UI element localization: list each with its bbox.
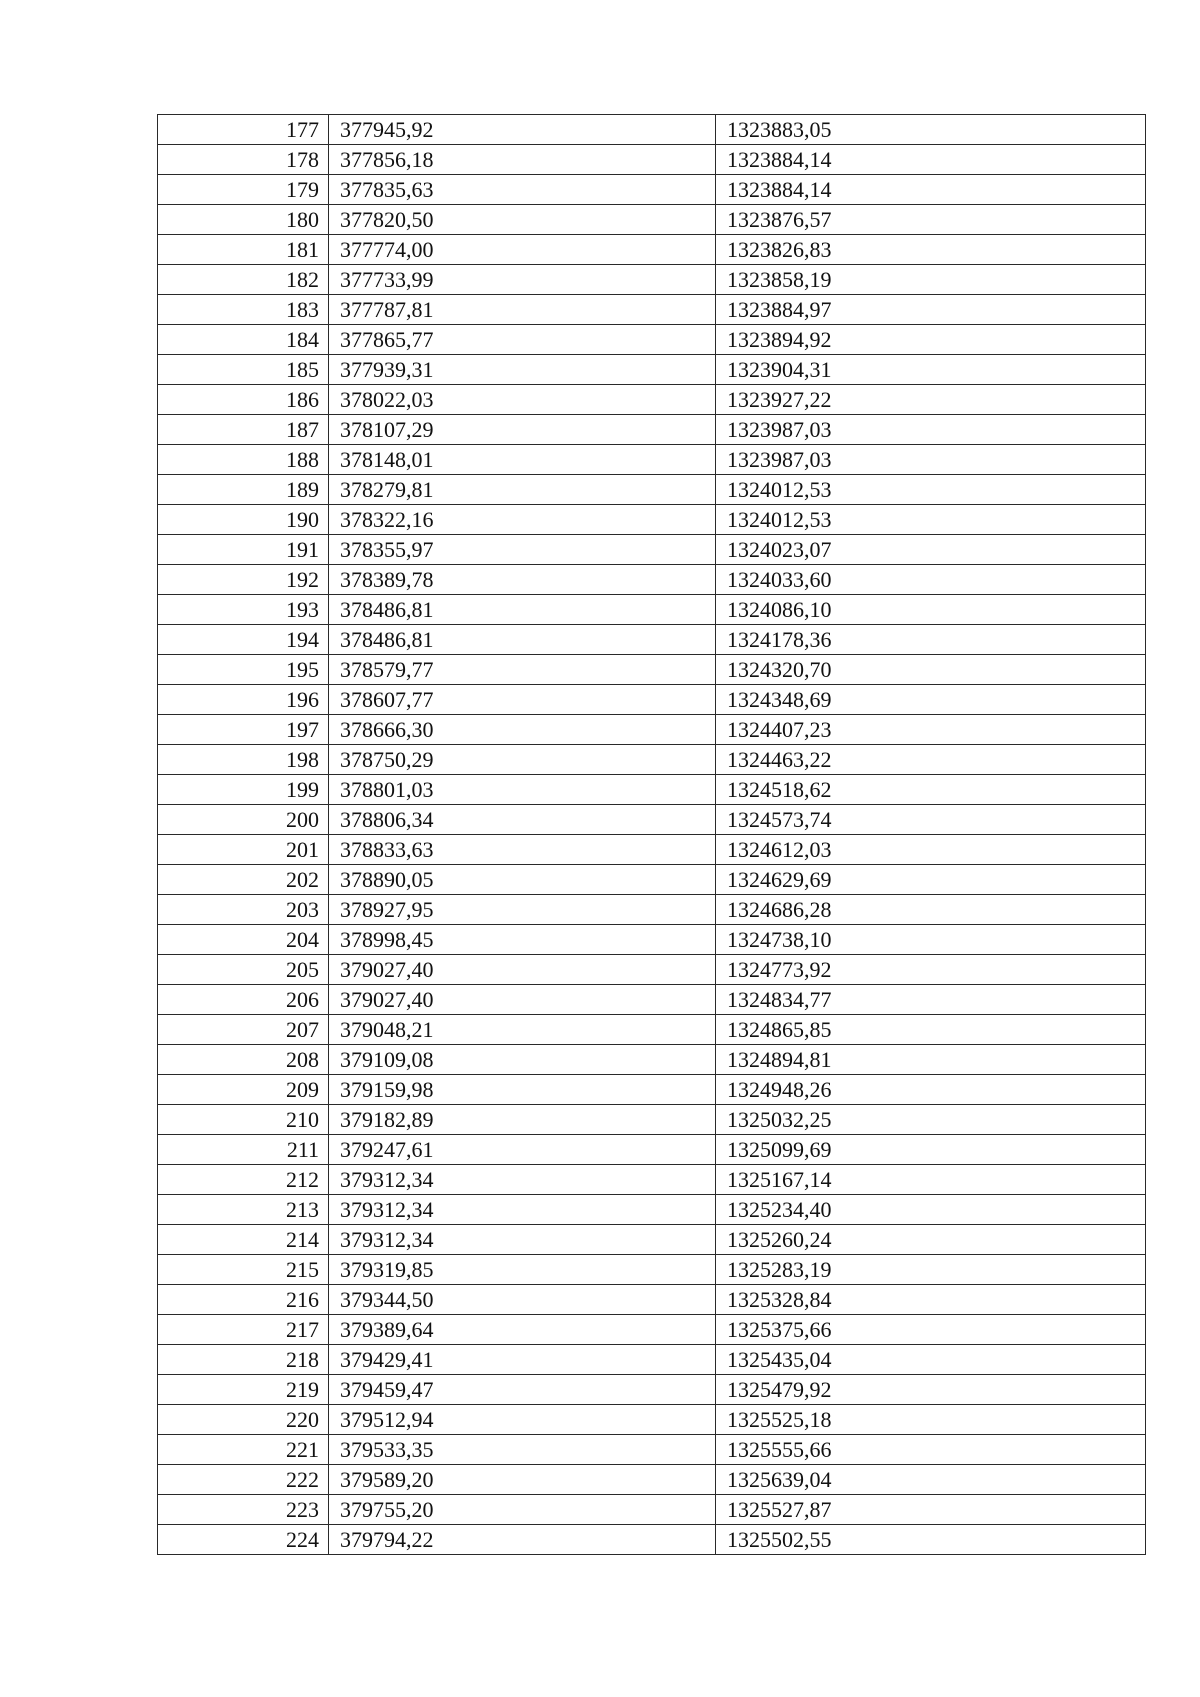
- point-number-cell: 194: [158, 625, 329, 655]
- x-coordinate-cell: 378279,81: [329, 475, 716, 505]
- y-coordinate-cell: 1324407,23: [716, 715, 1146, 745]
- table-row: [158, 205, 1146, 235]
- point-number-cell: 193: [158, 595, 329, 625]
- x-coordinate-cell: 378750,29: [329, 745, 716, 775]
- y-coordinate-cell: 1323858,19: [716, 265, 1146, 295]
- point-number-cell: 213: [158, 1195, 329, 1225]
- point-number-cell: 197: [158, 715, 329, 745]
- y-coordinate-cell: 1324686,28: [716, 895, 1146, 925]
- point-number-cell: 219: [158, 1375, 329, 1405]
- point-number-cell: 182: [158, 265, 329, 295]
- x-coordinate-cell: 378607,77: [329, 685, 716, 715]
- x-coordinate-cell: 378998,45: [329, 925, 716, 955]
- y-coordinate-cell: 1325435,04: [716, 1345, 1146, 1375]
- table-row: [158, 295, 1146, 325]
- x-coordinate-cell: 379027,40: [329, 955, 716, 985]
- x-coordinate-cell: 377945,92: [329, 115, 716, 145]
- point-number-cell: 210: [158, 1105, 329, 1135]
- point-number-cell: 178: [158, 145, 329, 175]
- x-coordinate-cell: 377865,77: [329, 325, 716, 355]
- x-coordinate-cell: 379512,94: [329, 1405, 716, 1435]
- table-row: [158, 1135, 1146, 1165]
- point-number-cell: 206: [158, 985, 329, 1015]
- table-row: [158, 895, 1146, 925]
- x-coordinate-cell: 379589,20: [329, 1465, 716, 1495]
- table-row: [158, 535, 1146, 565]
- point-number-cell: 198: [158, 745, 329, 775]
- point-number-cell: 183: [158, 295, 329, 325]
- y-coordinate-cell: 1324738,10: [716, 925, 1146, 955]
- table-row: [158, 775, 1146, 805]
- x-coordinate-cell: 379319,85: [329, 1255, 716, 1285]
- coordinates-table-body: [158, 115, 1146, 1555]
- y-coordinate-cell: 1325099,69: [716, 1135, 1146, 1165]
- point-number-cell: 221: [158, 1435, 329, 1465]
- table-row: [158, 625, 1146, 655]
- y-coordinate-cell: 1323826,83: [716, 235, 1146, 265]
- x-coordinate-cell: 378322,16: [329, 505, 716, 535]
- table-row: [158, 1495, 1146, 1525]
- table-row: [158, 475, 1146, 505]
- y-coordinate-cell: 1325375,66: [716, 1315, 1146, 1345]
- table-row: [158, 1525, 1146, 1555]
- x-coordinate-cell: 378833,63: [329, 835, 716, 865]
- x-coordinate-cell: 379048,21: [329, 1015, 716, 1045]
- x-coordinate-cell: 378389,78: [329, 565, 716, 595]
- point-number-cell: 177: [158, 115, 329, 145]
- table-row: [158, 115, 1146, 145]
- table-row: [158, 655, 1146, 685]
- x-coordinate-cell: 379429,41: [329, 1345, 716, 1375]
- point-number-cell: 185: [158, 355, 329, 385]
- y-coordinate-cell: 1325260,24: [716, 1225, 1146, 1255]
- x-coordinate-cell: 379182,89: [329, 1105, 716, 1135]
- table-row: [158, 1465, 1146, 1495]
- point-number-cell: 207: [158, 1015, 329, 1045]
- x-coordinate-cell: 377856,18: [329, 145, 716, 175]
- y-coordinate-cell: 1323894,92: [716, 325, 1146, 355]
- point-number-cell: 199: [158, 775, 329, 805]
- y-coordinate-cell: 1324773,92: [716, 955, 1146, 985]
- point-number-cell: 179: [158, 175, 329, 205]
- y-coordinate-cell: 1323884,14: [716, 175, 1146, 205]
- point-number-cell: 205: [158, 955, 329, 985]
- table-row: [158, 1405, 1146, 1435]
- y-coordinate-cell: 1323904,31: [716, 355, 1146, 385]
- y-coordinate-cell: 1323876,57: [716, 205, 1146, 235]
- table-row: [158, 955, 1146, 985]
- point-number-cell: 224: [158, 1525, 329, 1555]
- table-row: [158, 145, 1146, 175]
- x-coordinate-cell: 378022,03: [329, 385, 716, 415]
- point-number-cell: 209: [158, 1075, 329, 1105]
- x-coordinate-cell: 379459,47: [329, 1375, 716, 1405]
- table-row: [158, 415, 1146, 445]
- x-coordinate-cell: 379312,34: [329, 1195, 716, 1225]
- x-coordinate-cell: 378806,34: [329, 805, 716, 835]
- point-number-cell: 217: [158, 1315, 329, 1345]
- point-number-cell: 180: [158, 205, 329, 235]
- table-row: [158, 1225, 1146, 1255]
- table-row: [158, 1375, 1146, 1405]
- y-coordinate-cell: 1324834,77: [716, 985, 1146, 1015]
- x-coordinate-cell: 379312,34: [329, 1225, 716, 1255]
- y-coordinate-cell: 1324612,03: [716, 835, 1146, 865]
- x-coordinate-cell: 378890,05: [329, 865, 716, 895]
- table-row: [158, 265, 1146, 295]
- table-row: [158, 1075, 1146, 1105]
- x-coordinate-cell: 379755,20: [329, 1495, 716, 1525]
- y-coordinate-cell: 1324948,26: [716, 1075, 1146, 1105]
- y-coordinate-cell: 1325032,25: [716, 1105, 1146, 1135]
- table-row: [158, 1285, 1146, 1315]
- table-row: [158, 805, 1146, 835]
- x-coordinate-cell: 379533,35: [329, 1435, 716, 1465]
- table-row: [158, 1195, 1146, 1225]
- point-number-cell: 202: [158, 865, 329, 895]
- point-number-cell: 214: [158, 1225, 329, 1255]
- x-coordinate-cell: 379247,61: [329, 1135, 716, 1165]
- y-coordinate-cell: 1323987,03: [716, 415, 1146, 445]
- x-coordinate-cell: 377939,31: [329, 355, 716, 385]
- point-number-cell: 218: [158, 1345, 329, 1375]
- table-row: [158, 835, 1146, 865]
- table-row: [158, 385, 1146, 415]
- point-number-cell: 184: [158, 325, 329, 355]
- x-coordinate-cell: 378486,81: [329, 625, 716, 655]
- x-coordinate-cell: 379109,08: [329, 1045, 716, 1075]
- y-coordinate-cell: 1324012,53: [716, 505, 1146, 535]
- table-row: [158, 925, 1146, 955]
- x-coordinate-cell: 378148,01: [329, 445, 716, 475]
- x-coordinate-cell: 378355,97: [329, 535, 716, 565]
- point-number-cell: 195: [158, 655, 329, 685]
- table-row: [158, 745, 1146, 775]
- y-coordinate-cell: 1323883,05: [716, 115, 1146, 145]
- x-coordinate-cell: 377787,81: [329, 295, 716, 325]
- table-row: [158, 1165, 1146, 1195]
- x-coordinate-cell: 379344,50: [329, 1285, 716, 1315]
- point-number-cell: 208: [158, 1045, 329, 1075]
- x-coordinate-cell: 379159,98: [329, 1075, 716, 1105]
- y-coordinate-cell: 1324033,60: [716, 565, 1146, 595]
- x-coordinate-cell: 378579,77: [329, 655, 716, 685]
- x-coordinate-cell: 379312,34: [329, 1165, 716, 1195]
- y-coordinate-cell: 1324573,74: [716, 805, 1146, 835]
- y-coordinate-cell: 1325502,55: [716, 1525, 1146, 1555]
- table-row: [158, 715, 1146, 745]
- point-number-cell: 196: [158, 685, 329, 715]
- y-coordinate-cell: 1324012,53: [716, 475, 1146, 505]
- y-coordinate-cell: 1324086,10: [716, 595, 1146, 625]
- y-coordinate-cell: 1324865,85: [716, 1015, 1146, 1045]
- y-coordinate-cell: 1325525,18: [716, 1405, 1146, 1435]
- table-row: [158, 1015, 1146, 1045]
- table-row: [158, 355, 1146, 385]
- point-number-cell: 190: [158, 505, 329, 535]
- point-number-cell: 211: [158, 1135, 329, 1165]
- y-coordinate-cell: 1324023,07: [716, 535, 1146, 565]
- y-coordinate-cell: 1325234,40: [716, 1195, 1146, 1225]
- point-number-cell: 215: [158, 1255, 329, 1285]
- table-row: [158, 235, 1146, 265]
- y-coordinate-cell: 1325479,92: [716, 1375, 1146, 1405]
- y-coordinate-cell: 1325639,04: [716, 1465, 1146, 1495]
- y-coordinate-cell: 1323927,22: [716, 385, 1146, 415]
- table-row: [158, 565, 1146, 595]
- table-row: [158, 1045, 1146, 1075]
- point-number-cell: 201: [158, 835, 329, 865]
- y-coordinate-cell: 1324894,81: [716, 1045, 1146, 1075]
- y-coordinate-cell: 1324629,69: [716, 865, 1146, 895]
- table-row: [158, 595, 1146, 625]
- point-number-cell: 187: [158, 415, 329, 445]
- table-row: [158, 1435, 1146, 1465]
- point-number-cell: 220: [158, 1405, 329, 1435]
- table-row: [158, 1105, 1146, 1135]
- table-row: [158, 325, 1146, 355]
- point-number-cell: 200: [158, 805, 329, 835]
- x-coordinate-cell: 379027,40: [329, 985, 716, 1015]
- y-coordinate-cell: 1325527,87: [716, 1495, 1146, 1525]
- y-coordinate-cell: 1324178,36: [716, 625, 1146, 655]
- table-row: [158, 985, 1146, 1015]
- y-coordinate-cell: 1323884,97: [716, 295, 1146, 325]
- point-number-cell: 222: [158, 1465, 329, 1495]
- x-coordinate-cell: 378666,30: [329, 715, 716, 745]
- x-coordinate-cell: 379389,64: [329, 1315, 716, 1345]
- y-coordinate-cell: 1325283,19: [716, 1255, 1146, 1285]
- point-number-cell: 203: [158, 895, 329, 925]
- y-coordinate-cell: 1324518,62: [716, 775, 1146, 805]
- table-row: [158, 505, 1146, 535]
- table-row: [158, 1345, 1146, 1375]
- table-row: [158, 865, 1146, 895]
- point-number-cell: 212: [158, 1165, 329, 1195]
- point-number-cell: 189: [158, 475, 329, 505]
- point-number-cell: 186: [158, 385, 329, 415]
- y-coordinate-cell: 1324463,22: [716, 745, 1146, 775]
- point-number-cell: 188: [158, 445, 329, 475]
- coordinates-table: [157, 114, 1146, 1555]
- table-row: [158, 1315, 1146, 1345]
- point-number-cell: 181: [158, 235, 329, 265]
- x-coordinate-cell: 377820,50: [329, 205, 716, 235]
- table-row: [158, 1255, 1146, 1285]
- point-number-cell: 223: [158, 1495, 329, 1525]
- table-row: [158, 175, 1146, 205]
- x-coordinate-cell: 378801,03: [329, 775, 716, 805]
- y-coordinate-cell: 1325328,84: [716, 1285, 1146, 1315]
- x-coordinate-cell: 377733,99: [329, 265, 716, 295]
- y-coordinate-cell: 1323987,03: [716, 445, 1146, 475]
- table-row: [158, 685, 1146, 715]
- point-number-cell: 216: [158, 1285, 329, 1315]
- y-coordinate-cell: 1323884,14: [716, 145, 1146, 175]
- y-coordinate-cell: 1324320,70: [716, 655, 1146, 685]
- point-number-cell: 204: [158, 925, 329, 955]
- x-coordinate-cell: 379794,22: [329, 1525, 716, 1555]
- x-coordinate-cell: 378486,81: [329, 595, 716, 625]
- x-coordinate-cell: 377774,00: [329, 235, 716, 265]
- x-coordinate-cell: 378107,29: [329, 415, 716, 445]
- point-number-cell: 192: [158, 565, 329, 595]
- table-row: [158, 445, 1146, 475]
- x-coordinate-cell: 377835,63: [329, 175, 716, 205]
- point-number-cell: 191: [158, 535, 329, 565]
- y-coordinate-cell: 1325167,14: [716, 1165, 1146, 1195]
- y-coordinate-cell: 1325555,66: [716, 1435, 1146, 1465]
- y-coordinate-cell: 1324348,69: [716, 685, 1146, 715]
- x-coordinate-cell: 378927,95: [329, 895, 716, 925]
